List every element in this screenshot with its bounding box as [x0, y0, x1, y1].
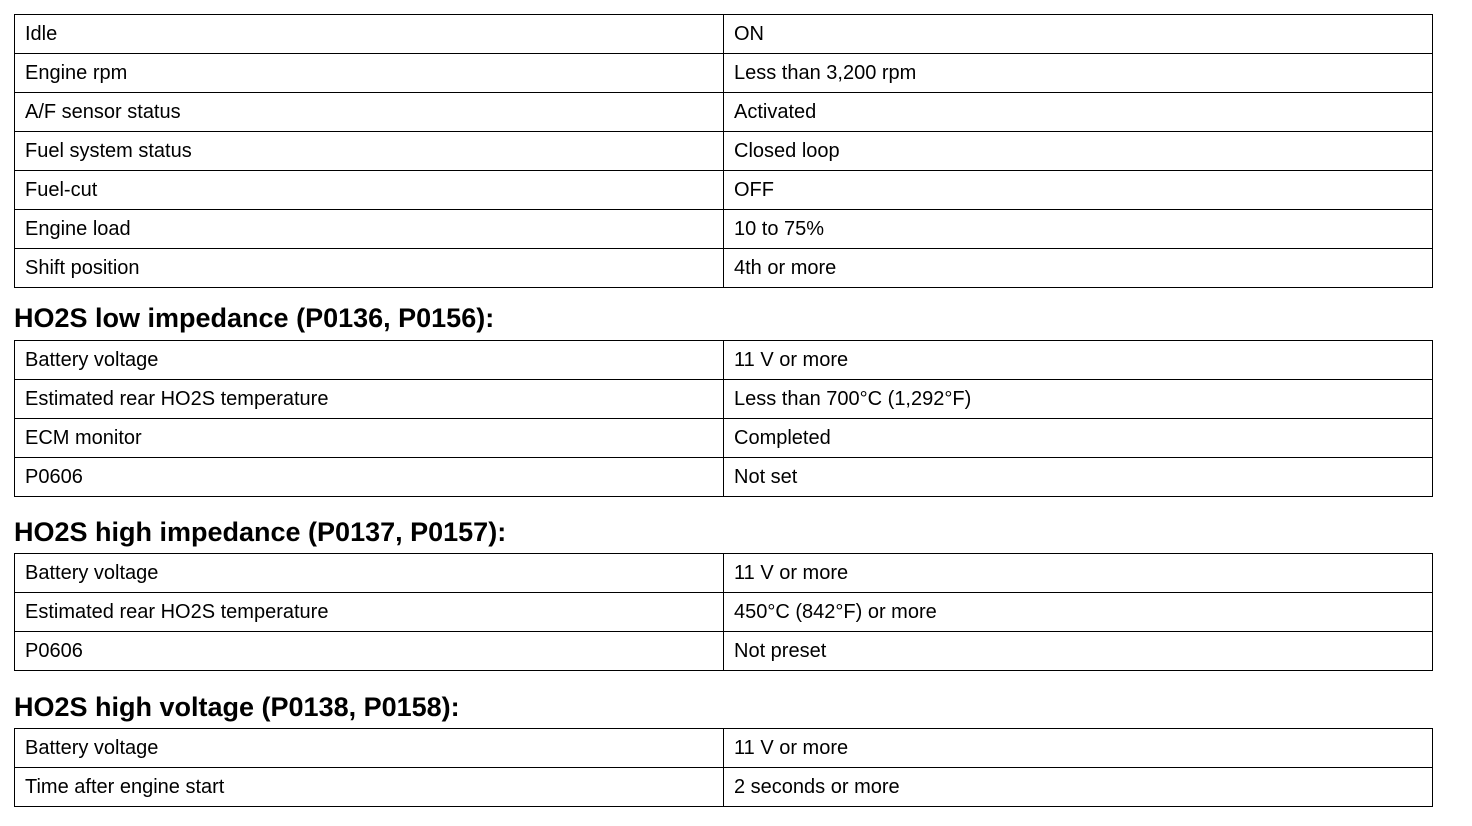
condition-item: Shift position [15, 249, 724, 288]
condition-item: Fuel-cut [15, 171, 724, 210]
condition-value: Completed [724, 419, 1433, 458]
condition-value: Less than 700°C (1,292°F) [724, 380, 1433, 419]
table-row [15, 419, 1433, 458]
condition-item: Engine rpm [15, 54, 724, 93]
conditions-table-low-impedance [14, 340, 1433, 497]
table-row [15, 54, 1433, 93]
table-row [15, 554, 1433, 593]
table-row [15, 171, 1433, 210]
section-heading-high-impedance: HO2S high impedance (P0137, P0157): [14, 517, 507, 547]
conditions-table-high-voltage [14, 728, 1433, 807]
condition-value: 11 V or more [724, 341, 1433, 380]
condition-value: 2 seconds or more [724, 768, 1433, 807]
condition-item: Estimated rear HO2S temperature [15, 593, 724, 632]
condition-item: ECM monitor [15, 419, 724, 458]
table-row [15, 93, 1433, 132]
table-row [15, 341, 1433, 380]
condition-item: Battery voltage [15, 341, 724, 380]
table-row [15, 15, 1433, 54]
table-row [15, 380, 1433, 419]
condition-value: 11 V or more [724, 729, 1433, 768]
condition-value: OFF [724, 171, 1433, 210]
condition-value: ON [724, 15, 1433, 54]
condition-value: 450°C (842°F) or more [724, 593, 1433, 632]
condition-item: Engine load [15, 210, 724, 249]
condition-item: P0606 [15, 458, 724, 497]
condition-item: Battery voltage [15, 729, 724, 768]
condition-value: 4th or more [724, 249, 1433, 288]
condition-value: 10 to 75% [724, 210, 1433, 249]
table-row [15, 249, 1433, 288]
condition-item: Battery voltage [15, 554, 724, 593]
condition-item: Fuel system status [15, 132, 724, 171]
section-heading-high-voltage: HO2S high voltage (P0138, P0158): [14, 692, 460, 722]
condition-value: Less than 3,200 rpm [724, 54, 1433, 93]
table-row [15, 210, 1433, 249]
condition-value: 11 V or more [724, 554, 1433, 593]
condition-item: Time after engine start [15, 768, 724, 807]
table-row [15, 768, 1433, 807]
table-row [15, 632, 1433, 671]
condition-item: Estimated rear HO2S temperature [15, 380, 724, 419]
table-row [15, 729, 1433, 768]
condition-value: Not set [724, 458, 1433, 497]
condition-item: Idle [15, 15, 724, 54]
conditions-table-general [14, 14, 1433, 288]
condition-value: Not preset [724, 632, 1433, 671]
condition-value: Closed loop [724, 132, 1433, 171]
condition-item: A/F sensor status [15, 93, 724, 132]
section-heading-low-impedance: HO2S low impedance (P0136, P0156): [14, 303, 495, 333]
table-row [15, 458, 1433, 497]
table-row [15, 132, 1433, 171]
condition-value: Activated [724, 93, 1433, 132]
condition-item: P0606 [15, 632, 724, 671]
table-row [15, 593, 1433, 632]
conditions-table-high-impedance [14, 553, 1433, 671]
